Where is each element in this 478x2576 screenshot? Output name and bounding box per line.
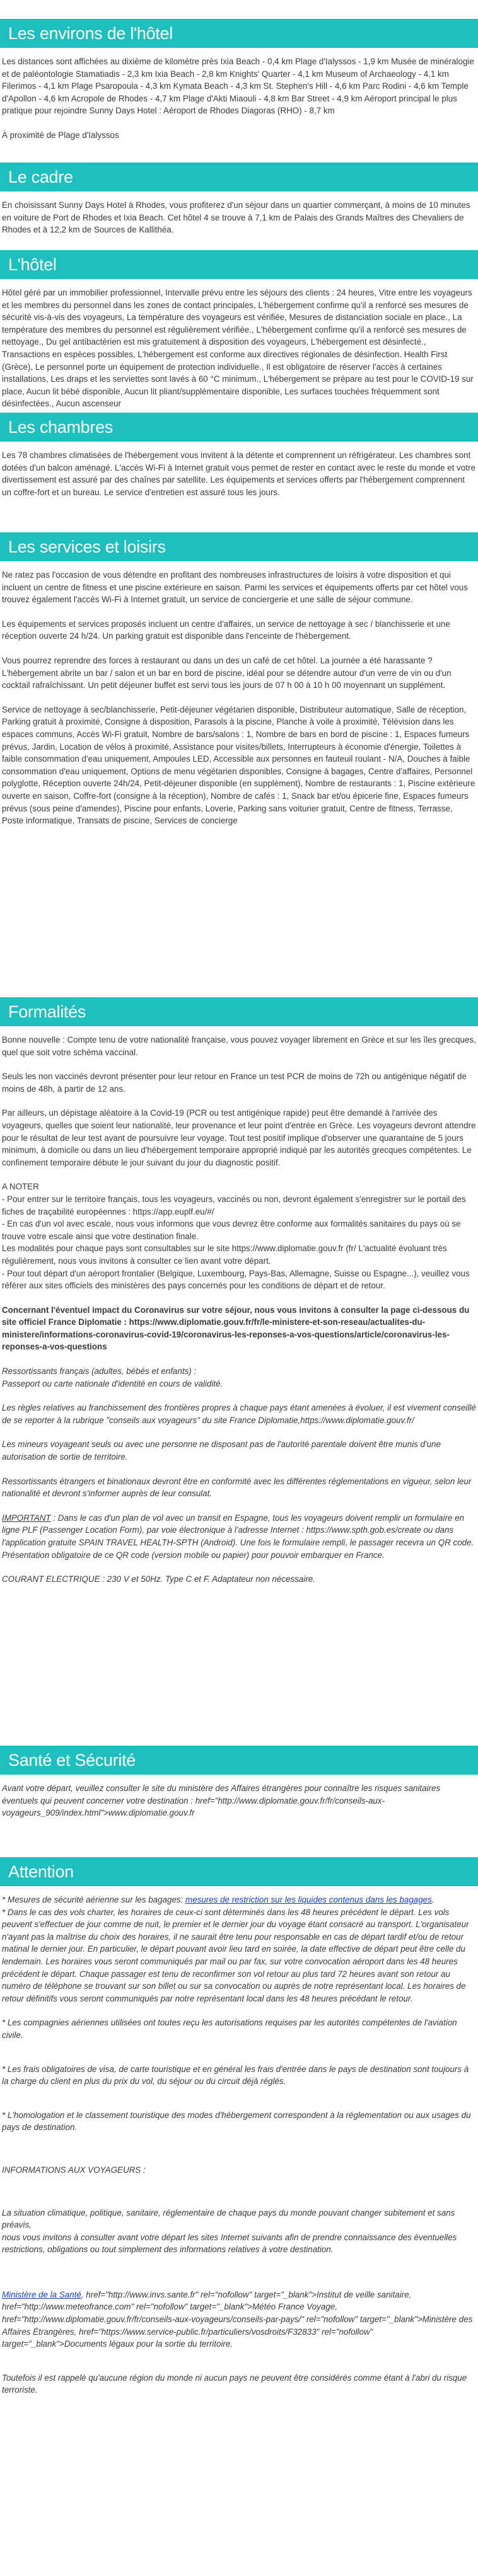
attention-a4: * Les frais obligatoires de visa, de carte touristique et en général les frais d'entrée dans le pays de destination sont toujours à la charge du client en plus du prix du vol, du séjour ou du circuit déjà réglés. — [2, 2064, 469, 2087]
section-title-chambres: Les chambres — [0, 413, 478, 442]
environs-text: Les distances sont affichées au dixième de kilomètre près Ixia Beach - 0,4 km Plage d'Ialyssos - 1,9 km Musée de minéralogie et de paléontologie Stamatiadis - 2,3 km Ixia Beach - 2,8 km Knights' Quarter - 4,1 km Museum of Archaeology - 4,1 km Filerimos - 4,1 km Plage Psaropoula - 4,3 km Kymata Beach - 4,3 km St. Stephen's Hill - 4,6 km Parc Rodini - 4,6 km Temple d'Apollon - 4,6 km Acropole de Rhodes - 4,7 km Plage d'Akti Miaouli - 4,8 km Bar Street - 4,9 km Aéroport principal le plus pratique pour rejoindre Sunny Days Hotel : Aéroport de Rhodes Diagoras (RHO) - 8,7 km — [2, 57, 474, 116]
section-title-sante: Santé et Sécurité — [0, 1746, 478, 1775]
services-p2: Les équipements et services proposés incluent un centre d'affaires, un service de nettoyage à sec / blanchisserie et une réception ouverte 24 h/24. Un parking gratuit est disponible dans l'enceinte de l'hébergement. — [2, 619, 450, 641]
section-title-environs: Les environs de l'hôtel — [0, 19, 478, 48]
section-title-cadre: Le cadre — [0, 163, 478, 192]
formalites-n4: - Pour tout départ d'un aéroport frontalier (Belgique, Luxembourg, Pays-Bas, Allemagne, Suisse ou Espagne...), veuillez vous référer aux sites officiels des ministères des pays concernés pour les conditions de départ et de retour. — [2, 1268, 470, 1291]
formalites-r3: Les règles relatives au franchissement des frontières propres à chaque pays étant amenées à évoluer, il est vivement conseillé de se reporter à la rubrique "conseils aux voyageurs" du site France Diplomatie,https://www.diplomatie.gouv.fr/ — [2, 1403, 476, 1425]
liquids-restriction-link[interactable]: mesures de restriction sur les liquides contenus dans les bagages — [185, 1895, 432, 1904]
formalites-p2: Seuls les non vaccinés devront présenter pour leur retour en France un test PCR de moins de 72h ou antigénique négatif de moins de 48h, à partir de 12 ans. — [2, 1072, 467, 1094]
environs-text2: À proximité de Plage d'Ialyssos — [2, 130, 119, 140]
sante-text: Avant votre départ, veuillez consulter le site du ministère des Affaires étrangères pour connaître les risques sanitaires éventuels qui peuvent concerner votre destination : href="http://www.diplomatie.gouv.fr/fr/conseils-aux-voyageurs_909/index.html">www.diplomatie.gouv.fr — [2, 1783, 441, 1818]
section-title-formalites: Formalités — [0, 997, 478, 1026]
formalites-r2: Passeport ou carte nationale d'identité en cours de validité. — [2, 1378, 223, 1388]
section-title-services: Les services et loisirs — [0, 532, 478, 561]
important-text: : Dans le cas d'un plan de vol avec un transit en Espagne, tous les voyageurs doivent remplir un formulaire en ligne PLF (Passenger Location Form), par voie électronique à l'adresse Internet : https://www.spth.gob.es/create ou dans l'application gratuite SPAIN TRAVEL HEALTH-SPTH (Android). Une fois le formulaire rempli, le passager recevra un QR code. Présentation obligatoire de ce QR code (version mobile ou papier) pour pouvoir embarquer en France. — [2, 1513, 474, 1560]
section-sante — [0, 1746, 478, 1831]
formalites-important — [2, 1512, 476, 1561]
attention-info2: nous vous invitons à consulter avant votre départ les sites Internet suivants afin de prendre connaissance des éventuelles restrictions, obligations ou tout simplement des informations relatives à votre destination. — [2, 2232, 457, 2255]
section-services — [0, 532, 478, 839]
section-environs — [0, 19, 478, 154]
cadre-text: En choisissant Sunny Days Hotel à Rhodes, vous profiterez d'un séjour dans un quartier commerçant, à moins de 10 minutes en voiture de Port de Rhodes et Ixia Beach. Cet hôtel 4 se trouve à 7,1 km de Palais des Grands Maîtres des Chevaliers de Rhodes et à 12,2 km de Sources de Kallithéa. — [2, 200, 470, 235]
attention-a5: * L'homologation et le classement touristique des modes d'hébergement correspondent à la réglementation ou aux usages du pays de destination. — [2, 2110, 471, 2132]
formalites-r5: Ressortissants étrangers et binationaux devront être en conformité avec les différentes réglementations en vigueur, selon leur nationalité et devront s'informer auprès de leur consulat. — [2, 1476, 472, 1499]
services-p3: Vous pourrez reprendre des forces à restaurant ou dans un des un café de cet hôtel. La journée a été harassante ? L'hébergement abrite un bar / salon et un bar en bord de piscine, idéal pour se détendre autour d'un verre de vin ou d'un cocktail rafraîchissant. Un petit déjeuner buffet est servi tous les jours de 07 h 00 à 10 h 00 moyennant un supplément. — [2, 655, 452, 690]
attention-a3: * Les compagnies aériennes utilisées ont toutes reçu les autorisations requises par les autorités compétentes de l'aviation civile. — [2, 2018, 457, 2040]
attention-links-text: , href="http://www.invs.sante.fr" rel="nofollow" target="_blank">Institut de veille sanitaire, href="http://www.meteofrance.com" rel="nofollow" target="_blank">Météo France Voyage, href="http://www.diplomatie.gouv.fr/fr/conseils-aux-voyageurs/conseils-par-pays/" rel="nofollow" target="_blank">Ministère des Affaires Étrangères, href="https://www.service-public.fr/particuliers/vosdroits/F32833" rel="nofollow" target="_blank">Documents légaux pour la sortie du territoire. — [2, 2289, 473, 2349]
section-chambres — [0, 413, 478, 510]
formalites-n2: - En cas d'un vol avec escale, nous vous informons que vous devrez être conforme aux formalités sanitaires du pays où se trouve votre escale ainsi que votre destination finale. — [2, 1219, 461, 1241]
attention-a1-post: . — [431, 1895, 434, 1904]
section-hotel — [0, 250, 478, 422]
formalites-n3: Les modalités pour chaque pays sont consultables sur le site https://www.diplomatie.gouv.fr (fr/ L'actualité évoluant très régulièrement, nous vous invitons à consulter ce lien avant votre départ. — [2, 1244, 447, 1266]
attention-info-title: INFORMATIONS AUX VOYAGEURS : — [2, 2165, 146, 2175]
hotel-text: Hôtel géré par un immobilier professionnel, Intervalle prévu entre les séjours des clients : 24 heures, Vitre entre les voyageurs et les membres du personnel dans les zones de contact principales, L'hébergement confirme qu'il a renforcé ses mesures de sécurité vis-à-vis des voyageurs, La température des voyageurs est vérifiée, Mesures de distanciation sociale en place., La température des membres du personnel est régulièrement vérifiée., L'hébergement confirme qu'il a renforcé ses mesures de nettoyage., Du gel antibactérien est mis gratuitement à disposition des voyageurs, L'hébergement est désinfecté., Transactions en espèces possibles, L'hébergement est conforme aux directives régionales de désinfection. Health First (Grèce), Le personnel porte un équipement de protection individuelle., Il est obligatoire de réserver l'accès à certaines installations, Les draps et les serviettes sont lavés à 60 °C minimum., L'hébergement se prépare au test pour le COVID-19 sur place, Aucun lit bébé disponible, Aucun lit pliant/supplémentaire disponible, Les surfaces touchées fréquemment sont désinfectées., Aucun ascenseur — [2, 288, 474, 409]
attention-a1 — [2, 1894, 476, 1906]
attention-a2: * Dans le cas des vols charter, les horaires de ceux-ci sont déterminés dans les 48 heures précédent le départ. Les vols peuvent s'effectuer de jour comme de nuit, le premier et le dernier jour du voyage étant consacré au transport. L'organisateur n'ayant pas la maîtrise du choix des horaires, il ne saurait être tenu pour responsable en cas de départ tardif et/ou de retour matinal le dernier jour. En particulier, le départ pouvant avoir lieu tard en soirée, la date effective de départ peut être celle du lendemain. Les horaires vous seront communiqués par mail ou par fax, sur votre convocation aéroport dans les 48 heures précédent le départ. Chaque passager est tenu de reconfirmer son vol retour au plus tard 72 heures avant son retour au numéro de téléphone se trouvant sur son billet ou sur sa convocation ou auprès de notre représentant local. Les horaires de retour définitifs vous seront communiqués par notre représentant local dans les 48 heures précédant le retour. — [2, 1907, 469, 2003]
attention-info1: La situation climatique, politique, sanitaire, réglementaire de chaque pays du monde pouvant changer subitement et sans préavis, — [2, 2207, 455, 2230]
attention-final: Toutefois il est rappelé qu'aucune région du monde ni aucun pays ne peuvent être considérés comme étant à l'abri du risque terroriste. — [2, 2373, 467, 2395]
attention-links — [2, 2289, 476, 2350]
formalites-anoter: A NOTER — [2, 1182, 39, 1192]
section-formalites — [0, 997, 478, 1598]
formalites-n1: - Pour entrer sur le territoire français, tous les voyageurs, vaccinés ou non, devront également s'enregistrer sur le portail des fiches de traçabilité européennes : https://app.euplf.eu/#/ — [2, 1194, 466, 1216]
formalites-courant: COURANT ELECTRIQUE : 230 V et 50Hz. Type C et F. Adaptateur non nécessaire. — [2, 1574, 315, 1584]
ministere-sante-link[interactable]: Ministère de la Santé — [2, 2289, 81, 2299]
attention-a1-pre: * Mesures de sécurité aérienne sur les bagages: — [2, 1895, 186, 1904]
formalites-p1: Bonne nouvelle : Compte tenu de votre nationalité française, vous pouvez voyager librement en Grèce et sur les îles grecques, quel que soit votre schéma vaccinal. — [2, 1035, 476, 1057]
services-p1: Ne ratez pas l'occasion de vous détendre en profitant des nombreuses infrastructures de loisirs à votre disposition et qui incluent un centre de fitness et une piscine extérieure en saison. Parmi les services et équipements offerts par cet hôtel vous trouvez également l'accès Wi-Fi à Internet gratuit, un service de conciergerie et une salle de séjour commune. — [2, 570, 468, 605]
services-p4: Service de nettoyage à sec/blanchisserie, Petit-déjeuner végétarien disponible, Distributeur automatique, Salle de réception, Parking gratuit à proximité, Consigne à disposition, Parasols à la piscine, Planche à voile à proximité, Télévision dans les espaces communs, Accès Wi-Fi gratuit, Nombre de bars/salons : 1, Nombre de bars en bord de piscine : 1, Espaces fumeurs prévus, Jardin, Location de vélos à proximité, Assistance pour visites/billets, Interrupteurs à économie d'énergie, Toilettes à faible consommation d'eau uniquement, Ampoules LED, Accessible aux personnes en fauteuil roulant - N/A, Douches à faible consommation d'eau uniquement, Options de menu végétarien disponibles, Consigne à bagages, Centre d'affaires, Personnel polyglotte, Réception ouverte 24h/24, Petit-déjeuner disponible (en supplément), Nombre de restaurants : 1, Piscine extérieure ouverte en saison, Coffre-fort (consigne à la réception), Nombre de cafés : 1, Snack bar et/ou épicerie fine, Espaces fumeurs prévus (sous peine d'amendes), Piscine pour enfants, Loverie, Parking sans voiturier gratuit, Centre de fitness, Terrasse, Poste informatique, Transats de piscine, Services de concierge — [2, 704, 475, 826]
formalites-concerned: Concernant l'éventuel impact du Coronavirus sur votre séjour, nous vous invitons à consulter la page ci-dessous du site officiel France Diplomatie : https://www.diplomatie.gouv.fr/fr/le-ministere-et-son-reseau/actualites-du-ministere/informations-coronavirus-covid-19/coronavirus-les-reponses-a-vos-questions/article/coronavirus-les-reponses-a-vos-questions — [2, 1305, 470, 1352]
chambres-text: Les 78 chambres climatisées de l'hébergement vous invitent à la détente et comprennent un réfrigérateur. Les chambres sont dotées d'un balcon aménagé. L'accès Wi-Fi à Internet gratuit vous permet de rester en contact avec le reste du monde et votre divertissement est assuré par des chaînes par satellite. Les équipements et services offerts par l'hébergement comprennent un coffre-fort et un bureau. Le service d'entretien est assuré tous les jours. — [2, 450, 475, 497]
section-attention — [0, 1857, 478, 2408]
formalites-p3: Par ailleurs, un dépistage aléatoire à la Covid-19 (PCR ou test antigénique rapide) peut être demandé à l'arrivée des voyageurs, quelles que soient leur nationalité, leur provenance et leur point d'entrée en Grèce. Les voyageurs devront attendre pour le résultat de leur test avant de poursuivre leur voyage. Tout test positif implique d'observer une quarantaine de 5 jours minimum, à domicile ou dans un lieu d'hébergement temporaire approprié indiqué par les autorités grecques compétentes. Le confinement temporaire débute le jour suivant du jour du diagnostic positif. — [2, 1108, 476, 1167]
formalites-r4: Les mineurs voyageant seuls ou avec une personne ne disposant pas de l'autorité parentale doivent être munis d'une autorisation de sortie de territoire. — [2, 1440, 441, 1462]
formalites-r1: Ressortissants français (adultes, bébés et enfants) : — [2, 1366, 197, 1377]
section-title-hotel: L'hôtel — [0, 250, 478, 279]
section-title-attention: Attention — [0, 1857, 478, 1886]
section-cadre — [0, 163, 478, 248]
important-label: IMPORTANT — [2, 1513, 51, 1523]
